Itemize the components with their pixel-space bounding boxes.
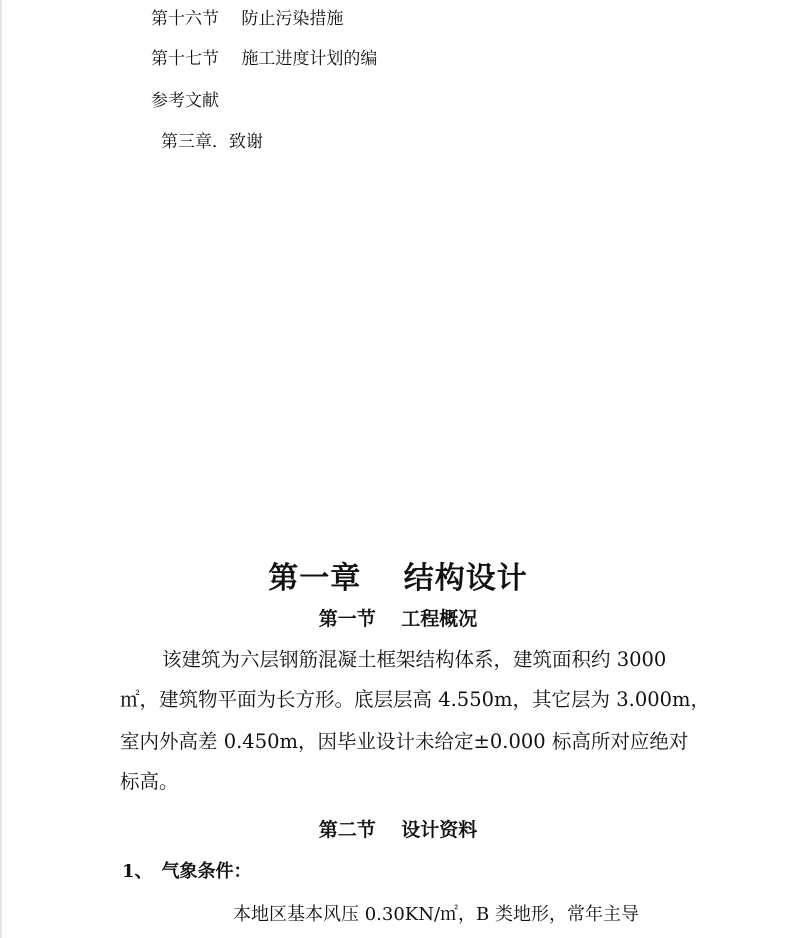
chapter-title: 第一章 结构设计 <box>268 561 528 596</box>
page-edge-rule <box>0 0 2 938</box>
toc-item-chapter3: 第三章．致谢 <box>161 132 263 152</box>
paragraph-line-1: 该建筑为六层钢筋混凝土框架结构体系，建筑面积约 3000 <box>162 648 667 671</box>
paragraph-line-2: ㎡，建筑物平面为长方形。底层层高 4.550m，其它层为 3.000m， <box>120 688 711 711</box>
paragraph-line-4: 标高。 <box>120 770 179 793</box>
section-heading-overview: 第一节 工程概况 <box>318 608 478 630</box>
section-heading-design-data: 第二节 设计资料 <box>318 819 478 841</box>
toc-item-17: 第十七节 施工进度计划的编 <box>151 49 378 69</box>
item-weather-label: 1、 气象条件： <box>122 861 252 882</box>
toc-item-16: 第十六节 防止污染措施 <box>151 9 344 29</box>
toc-item-references: 参考文献 <box>151 91 219 111</box>
weather-text-line: 本地区基本风压 0.30KN/㎡，B 类地形，常年主导 <box>233 904 640 925</box>
paragraph-line-3: 室内外高差 0.450m，因毕业设计未给定±0.000 标高所对应绝对 <box>120 730 689 753</box>
